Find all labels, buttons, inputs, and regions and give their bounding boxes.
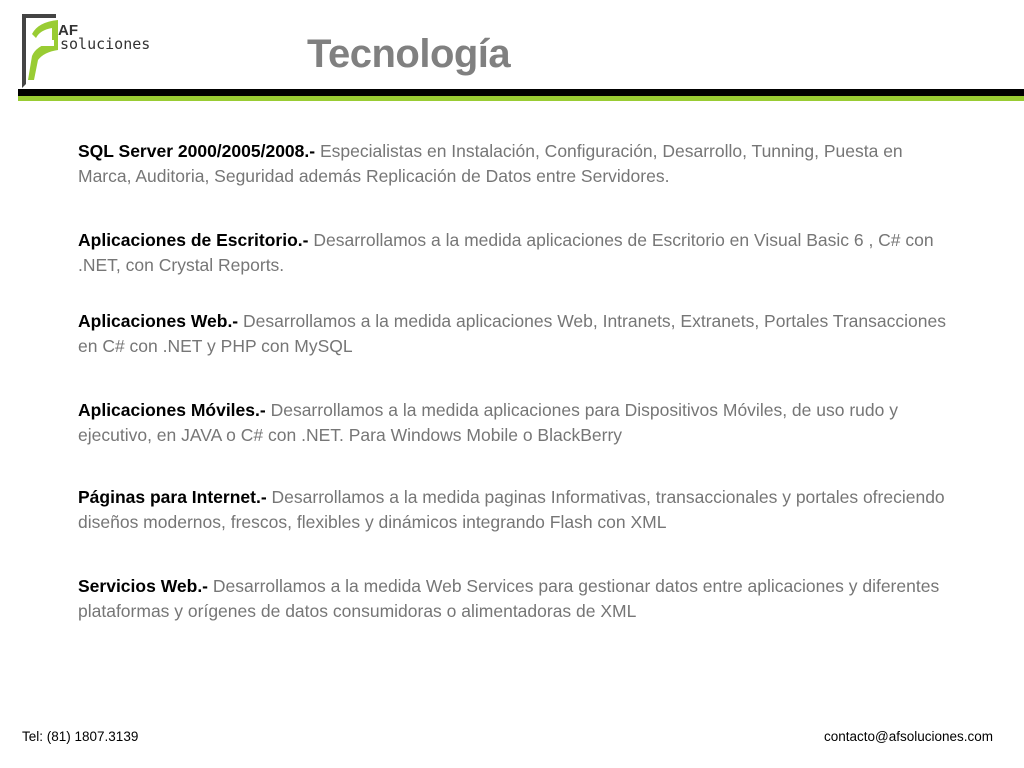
header-divider-green — [18, 96, 1024, 101]
footer-email: contacto@afsoluciones.com — [823, 729, 993, 744]
section-sql-server — [78, 139, 958, 189]
header-divider-black — [18, 89, 1024, 96]
section-text: Especialistas en Instalación, Configuración, Desarrollo, Tunning, Puesta en Marca, Auditoria, Seguridad además Replicación de Datos entre Servidores. — [78, 141, 903, 186]
logo-text-soluciones: soluciones — [60, 35, 151, 53]
section-web-pages — [78, 485, 958, 535]
page-title: Tecnología — [307, 32, 511, 76]
section-heading: Aplicaciones de Escritorio.- — [78, 230, 309, 250]
section-text: Desarrollamos a la medida aplicaciones de Escritorio en Visual Basic 6 , C# con .NET, con Crystal Reports. — [78, 230, 934, 275]
section-heading: Aplicaciones Web.- — [78, 311, 239, 331]
section-text: Desarrollamos a la medida aplicaciones para Dispositivos Móviles, de uso rudo y ejecutivo, en JAVA o C# con .NET. Para Windows Mobile o BlackBerry — [78, 400, 898, 445]
footer-phone: Tel: (81) 1807.3139 — [22, 729, 139, 744]
section-web-apps — [78, 309, 958, 359]
section-text: Desarrollamos a la medida paginas Informativas, transaccionales y portales ofreciendo diseños modernos, frescos, flexibles y dinámicos integrando Flash con XML — [78, 487, 945, 532]
section-heading: Páginas para Internet.- — [78, 487, 267, 507]
section-desktop-apps — [78, 228, 958, 278]
section-text: Desarrollamos a la medida Web Services para gestionar datos entre aplicaciones y diferentes plataformas y orígenes de datos consumidoras o alimentadoras de XML — [78, 576, 940, 621]
section-text: Desarrollamos a la medida aplicaciones Web, Intranets, Extranets, Portales Transacciones en C# con .NET y PHP con MySQL — [78, 311, 946, 356]
company-logo — [18, 10, 151, 92]
section-heading: Servicios Web.- — [78, 576, 209, 596]
logo-text-af: AF — [58, 22, 78, 39]
section-heading: SQL Server 2000/2005/2008.- — [78, 141, 316, 161]
section-mobile-apps — [78, 398, 958, 448]
section-heading: Aplicaciones Móviles.- — [78, 400, 266, 420]
section-web-services — [78, 574, 958, 624]
